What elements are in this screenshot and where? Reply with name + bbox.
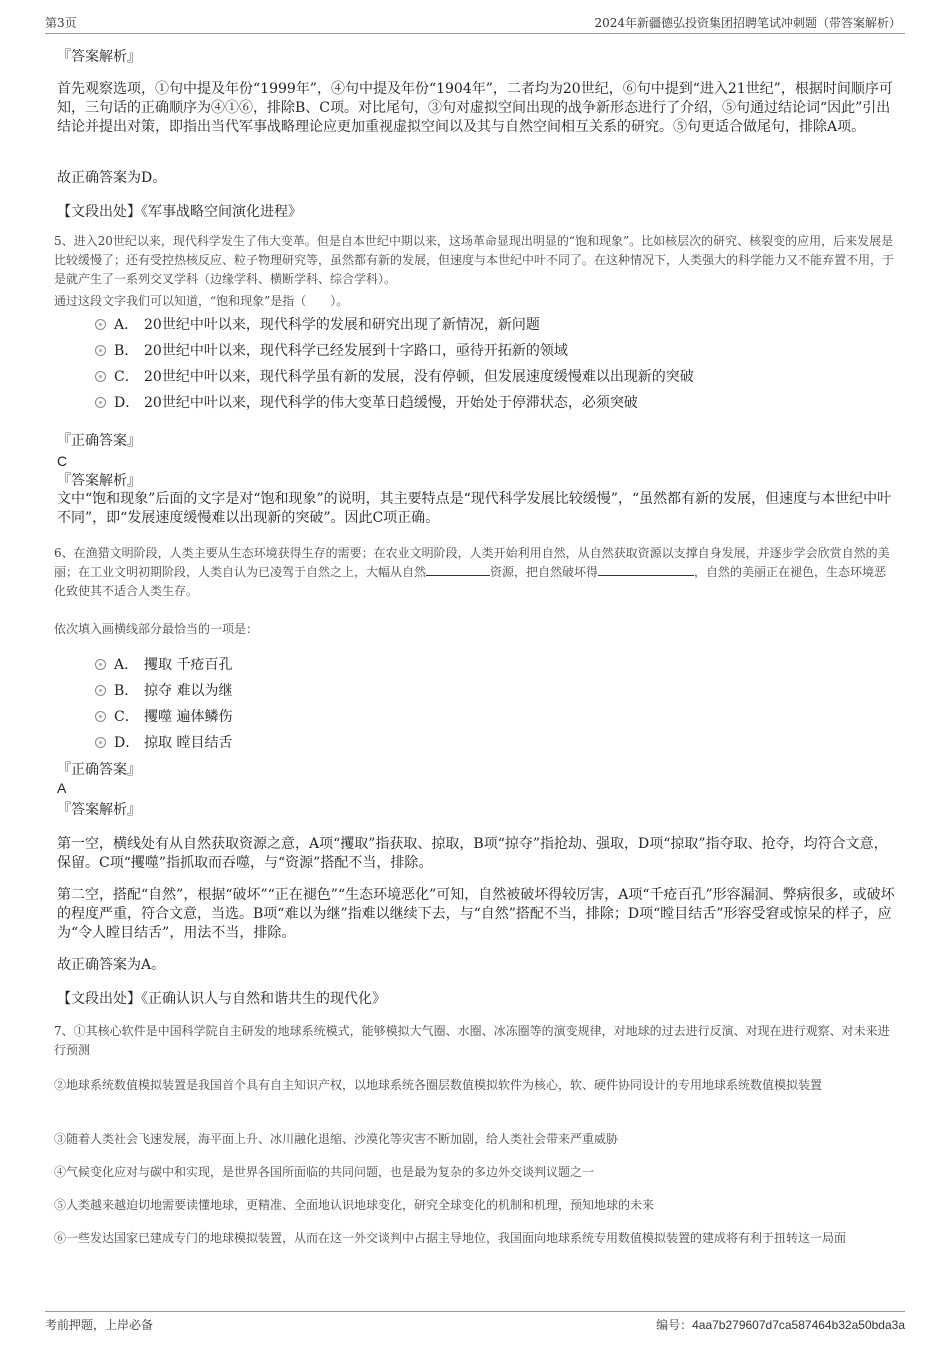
q4-source: 【文段出处】《军事战略空间演化进程》	[57, 204, 302, 220]
q5-option-a[interactable]: A． 20世纪中叶以来，现代科学的发展和研究出现了新情况，新问题	[95, 313, 540, 335]
q4-analysis-text: 首先观察选项，①句中提及年份“1999年”，④句中提及年份“1904年”，二者均为20世纪，⑥句中提到“进入21世纪”，根据时间顺序可知，三句话的正确顺序为④①⑥，排除B、C项。对比尾句，③句对虚拟空间出现的战争新形态进行了介绍，⑤句通过结论词“因此”引出结论并提出对策，即指出当代军事战略理论应更加重视虚拟空间以及其与自然空间相互关系的研究。⑤句更适合做尾句，排除A项。	[57, 81, 893, 135]
q7-sentence-1: 7、①其核心软件是中国科学院自主研发的地球系统模式，能够模拟大气圈、水圈、冰冻圈等的演变规律，对地球的过去进行反演、对现在进行观察、对未来进行预测	[54, 1024, 890, 1057]
q6-option-b[interactable]: B． 掠夺 难以为继	[95, 679, 232, 701]
q6-answer: A	[57, 780, 67, 796]
q5-stem: 5、进入20世纪以来，现代科学发生了伟大变革。但是自本世纪中期以来，这场革命显现出明显的“饱和现象”。比如核层次的研究、核裂变的应用，后来发展是比较缓慢了；还有受控热核反应、粒子物理研究等，虽然都有新的发展，但速度与本世纪中叶不同了。在这种情况下，人类强大的科学能力又不能弃置不用，于是就产生了一系列交叉学科（边缘学科、横断学科、综合学科）。	[54, 234, 895, 286]
radio-icon[interactable]	[95, 397, 106, 408]
q6-question: 依次填入画横线部分最恰当的一项是：	[54, 622, 259, 636]
q6-analysis-p2: 第二空，搭配“自然”，根据“破坏”“正在褪色”“生态环境恶化”可知，自然被破坏得较厉害，A项“千疮百孔”形容漏洞、弊病很多，或破坏的程度严重，符合文意，当选。B项“难以为继”指难以继续下去，与“自然”搭配不当，排除；D项“瞠目结舌”形容受窘或惊呆的样子，应为“令人瞠目结舌”，用法不当，排除。	[57, 887, 895, 941]
blank-2	[598, 563, 694, 576]
q6-option-c[interactable]: C． 攫噬 遍体鳞伤	[95, 705, 232, 727]
q5-answer: C	[57, 453, 68, 469]
q5-analysis-text: 文中“饱和现象”后面的文字是对“饱和现象”的说明，其主要特点是“现代科学发展比较缓慢”，“虽然都有新的发展，但速度与本世纪中叶不同”，即“发展速度缓慢难以出现新的突破”。因此C项正确。	[57, 491, 892, 526]
q4-conclusion: 故正确答案为D。	[57, 170, 167, 186]
document-code: 编号：4aa7b279607d7ca587464b32a50bda3a	[656, 1318, 905, 1332]
radio-icon[interactable]	[95, 371, 106, 382]
q4-analysis-label: 『答案解析』	[57, 49, 141, 65]
q6-source: 【文段出处】《正确认识人与自然和谐共生的现代化》	[57, 991, 386, 1007]
q6-analysis-label: 『答案解析』	[57, 802, 141, 818]
q6-option-a[interactable]: A． 攫取 千疮百孔	[95, 653, 232, 675]
radio-icon[interactable]	[95, 659, 106, 670]
q7-sentence-6: ⑥一些发达国家已建成专门的地球模拟装置，从而在这一外交谈判中占据主导地位，我国面向地球系统专用数值模拟装置的建成将有利于扭转这一局面	[54, 1231, 847, 1245]
q7-sentence-5: ⑤人类越来越迫切地需要读懂地球，更精准、全面地认识地球变化，研究全球变化的机制和机理，预知地球的未来	[54, 1198, 655, 1212]
radio-icon[interactable]	[95, 737, 106, 748]
q5-option-b[interactable]: B． 20世纪中叶以来，现代科学已经发展到十字路口，亟待开拓新的领域	[95, 339, 568, 361]
radio-icon[interactable]	[95, 345, 106, 356]
q5-option-c[interactable]: C． 20世纪中叶以来，现代科学虽有新的发展，没有停顿，但发展速度缓慢难以出现新的突破	[95, 365, 694, 387]
q6-conclusion: 故正确答案为A。	[57, 957, 166, 973]
q7-sentence-4: ④气候变化应对与碳中和实现，是世界各国所面临的共同问题，也是最为复杂的多边外交谈判议题之一	[54, 1165, 595, 1179]
blank-1	[426, 563, 490, 576]
q5-analysis-label: 『答案解析』	[57, 473, 141, 489]
doc-title: 2024年新疆德弘投资集团招聘笔试冲刺题（带答案解析）	[594, 16, 901, 30]
q6-option-d[interactable]: D． 掠取 瞠目结舌	[95, 731, 232, 753]
q5-answer-label: 『正确答案』	[57, 433, 141, 449]
q5-option-d[interactable]: D． 20世纪中叶以来，现代科学的伟大变革日趋缓慢，开始处于停滞状态，必须突破	[95, 391, 638, 413]
page-footer	[45, 1311, 905, 1336]
q6-stem: 6、在渔猎文明阶段，人类主要从生态环境获得生存的需要；在农业文明阶段，人类开始利用自然，从自然获取资源以支撑自身发展，并逐步学会欣赏自然的美丽；在工业文明初期阶段，人类自认为已凌驾于自然之上，大幅从自然 资源，把自然破坏得 ，自然的美丽正在褪色，生态环境恶化致使其不适合人类生存。	[54, 546, 890, 598]
q7-sentence-2: ②地球系统数值模拟装置是我国首个具有自主知识产权，以地球系统各圈层数值模拟软件为核心，软、硬件协同设计的专用地球系统数值模拟装置	[54, 1078, 823, 1092]
radio-icon[interactable]	[95, 319, 106, 330]
radio-icon[interactable]	[95, 711, 106, 722]
q6-answer-label: 『正确答案』	[57, 762, 141, 778]
q6-analysis-p1: 第一空，横线处有从自然获取资源之意，A项“攫取”指获取、掠取，B项“掠夺”指抢劫、强取，D项“掠取”指夺取、抢夺，均符合文意，保留。C项“攫噬”指抓取而吞噬，与“资源”搭配不当，排除。	[57, 836, 888, 871]
q7-sentence-3: ③随着人类社会飞速发展，海平面上升、冰川融化退缩、沙漠化等灾害不断加剧，给人类社会带来严重威胁	[54, 1132, 619, 1146]
footer-slogan: 考前押题，上岸必备	[45, 1318, 154, 1332]
page-number: 第3页	[45, 16, 77, 30]
q5-question: 通过这段文字我们可以知道，“饱和现象”是指（ ）。	[54, 294, 349, 308]
radio-icon[interactable]	[95, 685, 106, 696]
page-header	[45, 13, 905, 34]
